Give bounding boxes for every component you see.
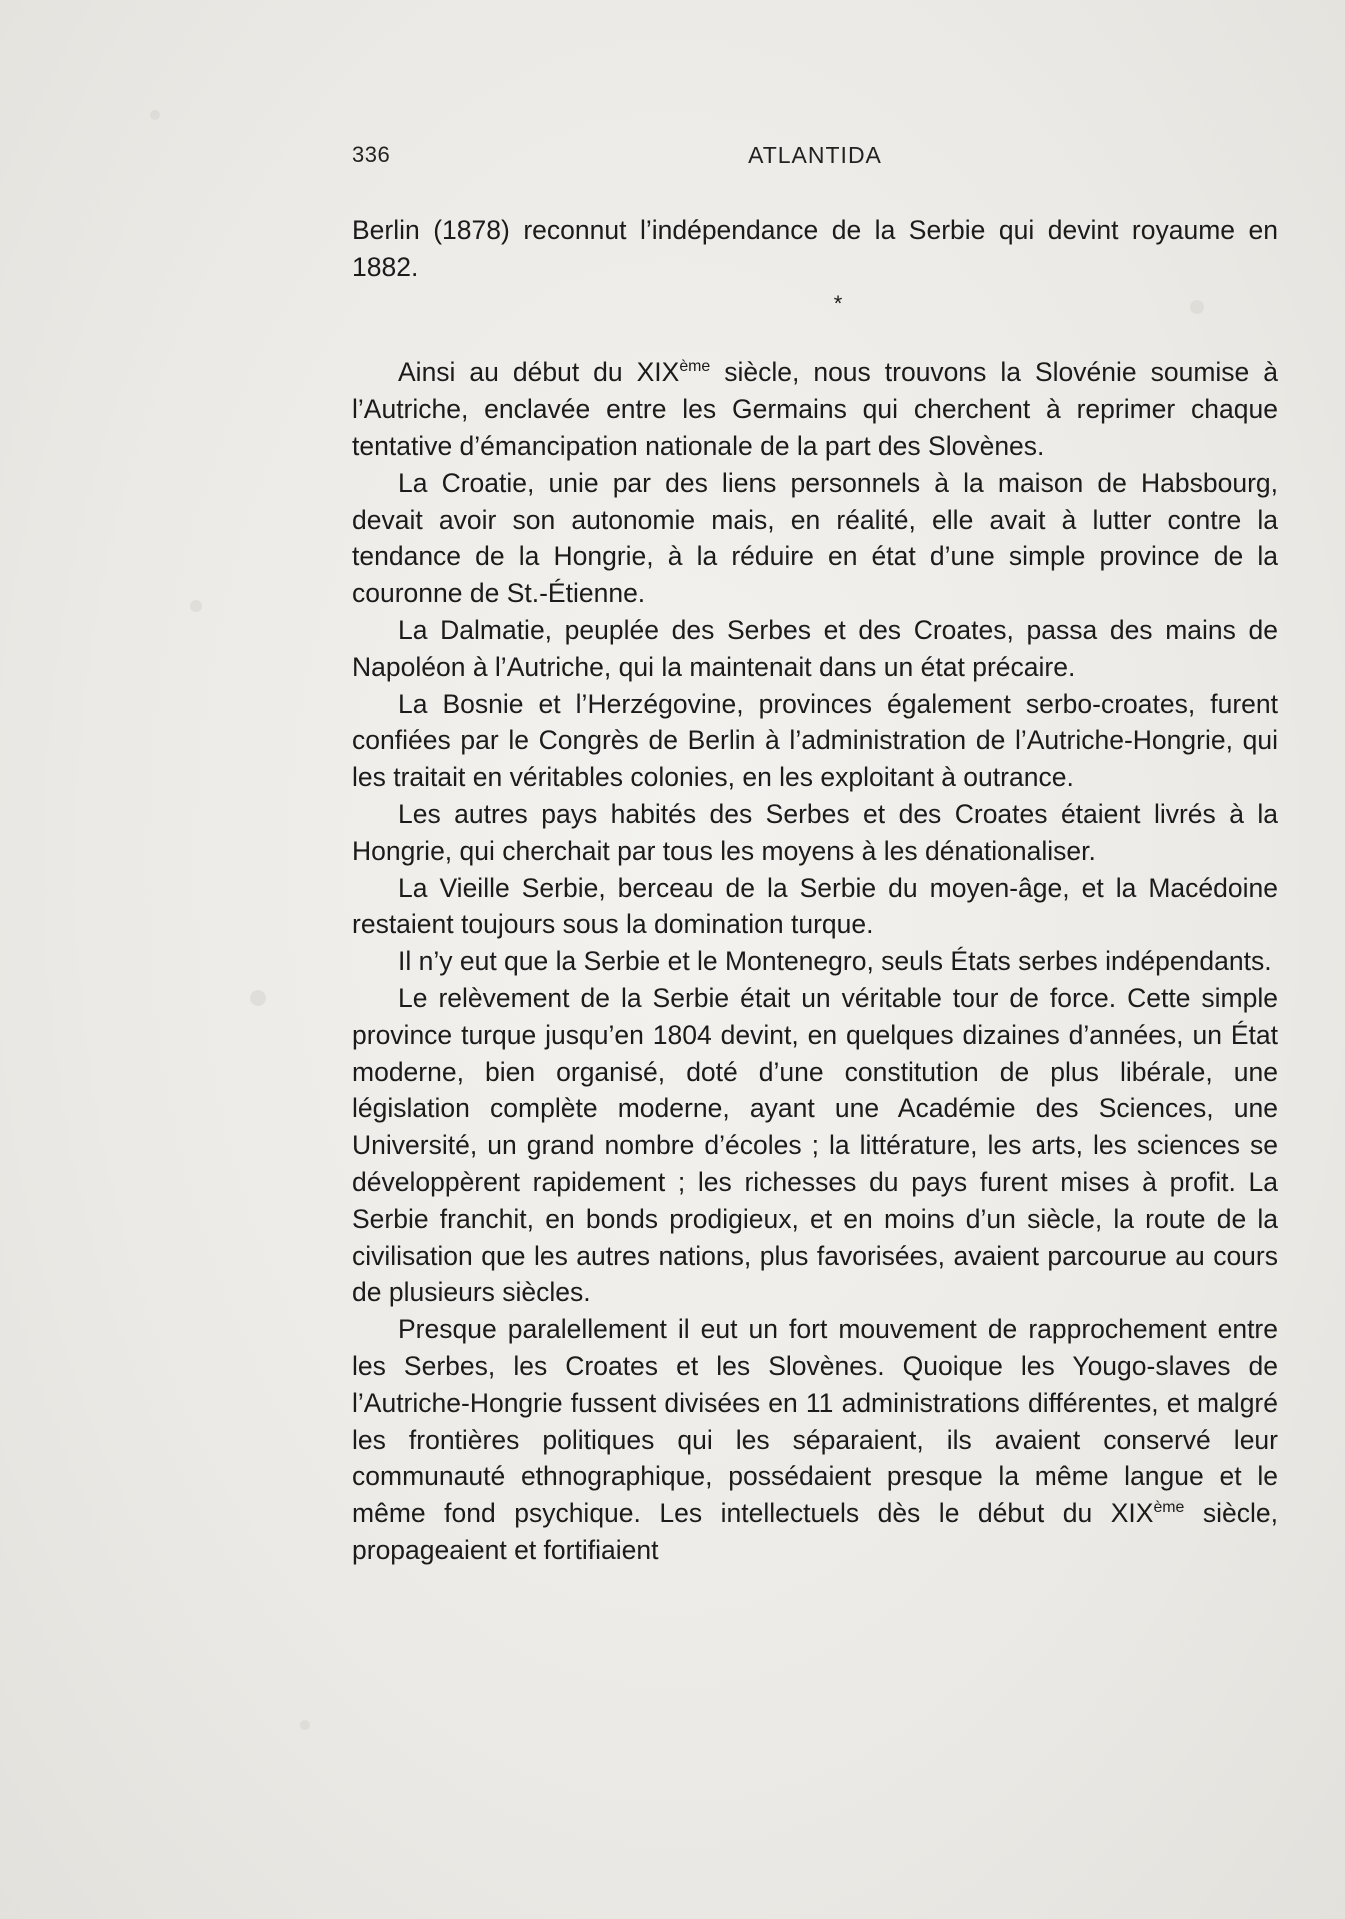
paragraph-serbia-revival: Le relèvement de la Serbie était un véritable tour de force. Cette simple province turque jusqu’en 1804 devint, en quelques dizaines d’années, un État moderne, bien organisé, doté d’une constitution de plus libérale, une législation complète moderne, ayant une Académie des Sciences, une Université, un grand nombre d’écoles ; la littérature, les arts, les sciences se développèrent rapidement ; les richesses du pays furent mises à profit. La Serbie franchit, en bonds prodigieux, et en moins d’un siècle, la route de la civilisation que les autres nations, plus favorisées, avaient parcourue au cours de plusieurs siècles. (352, 982, 1278, 1308)
paragraph-bosnia: La Bosnie et l’Herzégovine, provinces également serbo-croates, furent confiées par le Congrès de Berlin à l’administration de l’Autriche-Hongrie, qui les traitait en véritables colonies, en les exploitant à outrance. (352, 688, 1278, 793)
century-numeral: XIX (636, 357, 680, 388)
paper-speck (190, 600, 202, 612)
paragraph-croatia: La Croatie, unie par des liens personnels à la maison de Habsbourg, devait avoir son autonomie mais, en réalité, elle avait à lutter contre la tendance de la Hongrie, à la réduire en état d’une simple province de la couronne de St.-Étienne. (352, 467, 1278, 609)
paper-speck (150, 110, 160, 120)
paragraph-text: siècle, nous trouvons la Slovénie soumise à l’Autriche, enclavée entre les Germains qui cherchent à reprimer chaque tentative d’émancipation nationale de la part des Slovènes. (352, 357, 1279, 461)
paragraph-text: Ainsi au début du (398, 357, 637, 388)
paragraph-independent-states: Il n’y eut que la Serbie et le Montenegro, seuls États serbes indépendants. (398, 946, 1272, 977)
paragraph-continuation: Berlin (1878) reconnut l’indépendance de la Serbie qui devint royaume en 1882. (352, 215, 1278, 282)
page-header (352, 142, 1278, 172)
paragraph-rapprochement (352, 1311, 1278, 1569)
section-gap (352, 322, 1278, 354)
paper-speck (300, 1720, 310, 1730)
body-text (352, 212, 1278, 1569)
paragraph-other-lands: Les autres pays habités des Serbes et des Croates étaient livrés à la Hongrie, qui cherchait par tous les moyens à les dénationaliser. (352, 798, 1278, 866)
century-superscript: ème (679, 358, 711, 376)
paragraph-slovenia (352, 354, 1278, 464)
section-separator: * (833, 290, 843, 316)
page-number: 336 (352, 142, 391, 167)
paragraph-text: siècle, propageaient et fortifiaient (352, 1498, 1278, 1565)
paragraph-old-serbia: La Vieille Serbie, berceau de la Serbie du moyen-âge, et la Macédoine restaient toujours sous la domination turque. (352, 872, 1278, 940)
running-title: ATLANTIDA (748, 142, 882, 168)
paragraph-dalmatia: La Dalmatie, peuplée des Serbes et des Croates, passa des mains de Napoléon à l’Autriche, qui la maintenait dans un état précaire. (352, 614, 1278, 682)
paragraph-text: Presque paralellement il eut un fort mouvement de rapprochement entre les Serbes, les Croates et les Slovènes. Quoique les Yougo-slaves de l’Autriche-Hongrie fussent divisées en 11 administrations différentes, et malgré les frontières politiques qui les séparaient, ils avaient conservé leur communauté ethnographique, possédaient presque la même langue et le même fond psychique. Les intellectuels dès le début du (352, 1314, 1278, 1529)
paper-speck (250, 990, 266, 1006)
century-numeral: XIX (1110, 1498, 1154, 1529)
century-superscript: ème (1153, 1499, 1185, 1517)
